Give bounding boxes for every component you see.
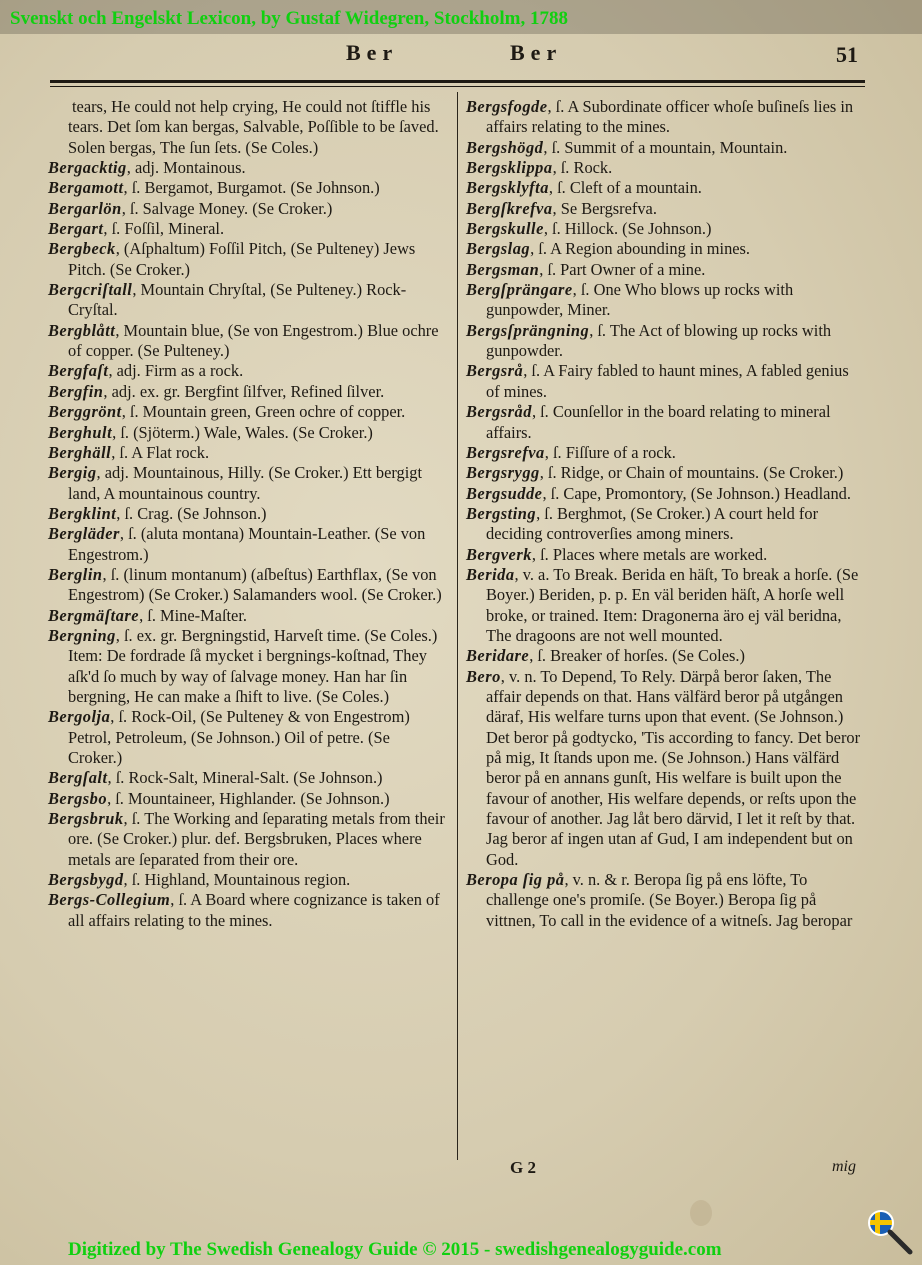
entry-headword: Bergläder [48,524,120,544]
running-head-left: Ber [346,40,399,65]
entry-definition: , ſ. Rock. [552,158,613,178]
entry-definition: , v. n. To Depend, To Rely. Därpå beror ſaken, The affair depends on that. Hans välfärd beror på utgången däraf, His welfare turns upon that event. (Se Johnson.) Det beror på godtycko, 'Tis according to fancy. Det beror på mig, It ſtands upon me. (Se Johnson.) Hans välfärd beror på en annans gunſt, His welfare is built upon the favour of another, His welfare depends, or reſts upon the favour of another. Jag låt bero därvid, I let it reſt by that. Jag beror af ingen utan af Gud, I am independent but on God. [486,666,861,869]
dictionary-entry [466,402,866,443]
dictionary-entry [48,443,448,463]
dictionary-entry [48,158,448,178]
entry-headword: Bergning [48,625,116,645]
entry-definition: , adj. ex. gr. Bergfint ſilfver, Refined ſilver. [103,381,385,401]
entry-headword: Bergsudde [466,483,543,503]
dictionary-entry [48,870,448,890]
header-rule-thin [50,86,865,87]
entry-headword: Bergklint [48,503,117,523]
entry-headword: Bergverk [466,544,532,564]
entry-headword: Berida [466,564,515,584]
entry-headword: Bergsrefva [466,442,545,462]
entry-headword: Bergcriſtall [48,280,133,300]
entry-definition: , ſ. Mountain green, Green ochre of copper. [121,402,406,422]
dictionary-entry [466,443,866,463]
page-number: 51 [836,42,858,67]
dictionary-entry [48,809,448,870]
footer-credit: Digitized by The Swedish Genealogy Guide © 2015 - swedishgenealogyguide.com [68,1239,722,1260]
entry-definition: , adj. Mountainous, Hilly. (Se Croker.) Ett bergigt land, A mountainous country. [68,463,423,503]
dictionary-entry [48,178,448,198]
dictionary-entry [48,199,448,219]
swedish-flag-magnifier-icon [866,1208,918,1260]
entry-headword: Bergfaſt [48,361,109,381]
entry-headword: Bergacktig [48,158,127,178]
dictionary-entry [48,97,448,158]
entry-definition: , ſ. Cleft of a mountain. [548,178,702,198]
entry-headword: Berggrönt [48,402,122,422]
dictionary-entry [48,280,448,321]
entry-definition: , ſ. ex. gr. Bergningstid, Harveſt time. (Se Coles.) Item: De fordrade ſå mycket i bergnings-koſtnad, They aſk'd ſo much by way of ſalvage money. Han har ſin bergning, He can make a ſhift to live. (Se Coles.) [68,625,438,706]
entry-definition: , ſ. A Region abounding in mines. [530,239,751,259]
entry-definition: , adj. Montainous. [126,158,246,178]
entry-definition: , Mountain blue, (Se von Engestrom.) Blue ochre of copper. (Se Pulteney.) [68,320,439,361]
entry-headword: Beropa ſig på [466,870,565,890]
entry-definition: , ſ. A Subordinate officer whoſe buſineſs lies in affairs relating to the mines. [486,97,854,137]
entry-definition: , ſ. Cape, Promontory, (Se Johnson.) Headland. [542,483,851,503]
paper-stain [690,1200,712,1226]
entry-headword: Bergart [48,219,104,239]
entry-definition: , adj. Firm as a rock. [108,361,244,381]
entry-definition: , (Aſphaltum) Foſſil Pitch, (Se Pulteney) Jews Pitch. (Se Croker.) [68,239,416,279]
entry-definition: , ſ. The Act of blowing up rocks with gunpowder. [486,320,832,361]
entry-definition: , ſ. (aluta montana) Mountain-Leather. (Se von Engestrom.) [68,524,426,564]
right-column [466,97,866,931]
entry-headword: Bergfin [48,381,104,401]
entry-headword: Bergskulle [466,219,544,239]
dictionary-entry [48,402,448,422]
entry-definition: , ſ. A Fairy fabled to haunt mines, A fabled genius of mines. [486,361,849,401]
entry-headword: Bergsbygd [48,870,124,890]
dictionary-entry [48,606,448,626]
entry-headword: Bergsbo [48,788,108,808]
dictionary-entry [48,890,448,931]
dictionary-entry [48,463,448,504]
entry-definition: , ſ. (Sjöterm.) Wale, Wales. (Se Croker.) [112,422,373,442]
dictionary-entry [466,504,866,545]
dictionary-entry [48,504,448,524]
entry-headword: Bergarlön [48,198,122,218]
entry-headword: Bergsting [466,503,537,523]
entry-definition: , ſ. Part Owner of a mine. [539,259,706,279]
dictionary-entry [48,565,448,606]
dictionary-entry [48,524,448,565]
dictionary-entry [48,768,448,788]
entry-definition: , ſ. The Working and ſeparating metals from their ore. (Se Croker.) plur. def. Bergsbruken, Places where metals are ſeparated from their ore. [68,809,445,869]
dictionary-entry [48,423,448,443]
dictionary-entry [466,321,866,362]
dictionary-entry [466,97,866,138]
dictionary-entry [466,239,866,259]
entry-definition: , ſ. Foſſil, Mineral. [103,219,225,239]
entry-headword: Bergsbruk [48,809,124,829]
entry-definition: , ſ. Summit of a mountain, Mountain. [543,137,788,157]
dictionary-entry [48,321,448,362]
entry-definition: , v. a. To Break. Berida en häſt, To break a horſe. (Se Boyer.) Beriden, p. p. En väl beriden häſt, A horſe well broke, or trained. Item: Dragonerna äro ej väl beridna, The dragoons are not well mounted. [486,564,859,645]
entry-headword: Bergig [48,463,97,483]
entry-definition: , ſ. A Board where cognizance is taken of all affairs relating to the mines. [68,890,440,930]
dictionary-entry [48,789,448,809]
column-divider [457,92,458,1160]
entry-headword: Bergolja [48,707,111,727]
entry-headword: Berglin [48,564,103,584]
entry-headword: Bergsklyfta [466,178,549,198]
running-head [0,38,922,68]
entry-headword: Bergſkrefva [466,198,553,218]
entry-headword: Beridare [466,646,530,666]
entry-definition: , ſ. Bergamot, Burgamot. (Se Johnson.) [123,178,380,198]
dictionary-entry [466,138,866,158]
entry-definition: , v. n. & r. Beropa ſig på ens löfte, To challenge one's promiſe. (Se Boyer.) Beropa ſig på vittnen, To call in the evidence of a witneſs. Jag beropar [486,870,853,930]
entry-definition: , ſ. Fiſſure of a rock. [544,442,676,462]
dictionary-entry [466,178,866,198]
entry-definition: tears, He could not help crying, He could not ſtiffle his tears. Det ſom kan bergas, Salvable, Poſſible to be ſaved. Solen bergas, The ſun ſets. (Se Coles.) [68,97,439,157]
entry-definition: , Se Bergsrefva. [552,198,657,218]
dictionary-entry [466,260,866,280]
dictionary-entry [466,463,866,483]
dictionary-entry [466,667,866,870]
entry-definition: , ſ. Mountaineer, Highlander. (Se Johnson.) [107,788,390,808]
entry-headword: Bergsman [466,259,540,279]
dictionary-entry [466,280,866,321]
dictionary-entry [466,199,866,219]
signature-mark: G 2 [510,1158,536,1177]
entry-definition: , ſ. Rock-Oil, (Se Pulteney & von Engestrom) Petrol, Petroleum, (Se Johnson.) Oil of petre. (Se Croker.) [68,707,410,767]
entry-headword: Bergsfogde [466,97,548,116]
entry-definition: , ſ. Berghmot, (Se Croker.) A court held for deciding controverſies among miners. [486,503,819,544]
entry-headword: Bero [466,666,501,686]
entry-headword: Bergſalt [48,768,108,788]
dictionary-entry [466,870,866,931]
catchword: mig [832,1158,856,1175]
entry-definition: , ſ. Ridge, or Chain of mountains. (Se Croker.) [539,463,844,483]
entry-definition: , ſ. Places where metals are worked. [531,544,768,564]
entry-definition: , ſ. Highland, Mountainous region. [123,870,351,890]
banner-title: Svenskt och Engelskt Lexicon, by Gustaf Widegren, Stockholm, 1788 [10,8,568,29]
digitization-banner [0,0,922,34]
entry-headword: Berghäll [48,442,112,462]
dictionary-entry [466,646,866,666]
dictionary-entry [48,219,448,239]
entry-definition: , ſ. Mine-Maſter. [139,605,247,625]
left-column [48,97,448,931]
dictionary-entry [48,361,448,381]
entry-headword: Bergsråd [466,402,532,422]
entry-headword: Berghult [48,422,113,442]
dictionary-entry [466,361,866,402]
header-rule-thick [50,80,865,83]
entry-headword: Bergs-Collegium [48,890,171,910]
entry-definition: , ſ. Hillock. (Se Johnson.) [543,219,712,239]
dictionary-entry [48,626,448,707]
entry-definition: , ſ. Rock-Salt, Mineral-Salt. (Se Johnson.) [107,768,383,788]
dictionary-entry [466,484,866,504]
footer-bar [0,1232,922,1265]
entry-definition: , ſ. A Flat rock. [111,442,210,462]
dictionary-entry [466,219,866,239]
entry-headword: Bergsrå [466,361,524,381]
entry-definition: , ſ. Breaker of horſes. (Se Coles.) [529,646,745,666]
entry-definition: , ſ. One Who blows up rocks with gunpowder, Miner. [486,280,794,320]
entry-definition: , ſ. Counſellor in the board relating to mineral affairs. [486,402,831,442]
entry-definition: , ſ. (linum montanum) (aſbeſtus) Earthflax, (Se von Engestrom) (Se Croker.) Salamanders wool. (Se Croker.) [68,564,442,605]
entry-headword: Bergmäſtare [48,605,140,625]
running-head-right: Ber [510,40,563,65]
dictionary-entry [48,239,448,280]
entry-definition: , Mountain Chryſtal, (Se Pulteney.) Rock-Cryſtal. [68,280,407,320]
dictionary-entry [466,565,866,646]
dictionary-entry [48,382,448,402]
dictionary-entry [48,707,448,768]
entry-headword: Bergsrygg [466,463,540,483]
entry-headword: Bergsklippa [466,158,553,178]
entry-headword: Bergblått [48,320,116,340]
entry-headword: Bergshögd [466,137,544,157]
dictionary-entry [466,158,866,178]
entry-headword: Bergsſprängning [466,320,590,340]
entry-definition: , ſ. Crag. (Se Johnson.) [116,503,267,523]
entry-headword: Bergslag [466,239,531,259]
entry-headword: Bergbeck [48,239,116,259]
entry-definition: , ſ. Salvage Money. (Se Croker.) [121,198,333,218]
entry-headword: Bergſprängare [466,280,573,300]
entry-headword: Bergamott [48,178,124,198]
dictionary-entry [466,545,866,565]
